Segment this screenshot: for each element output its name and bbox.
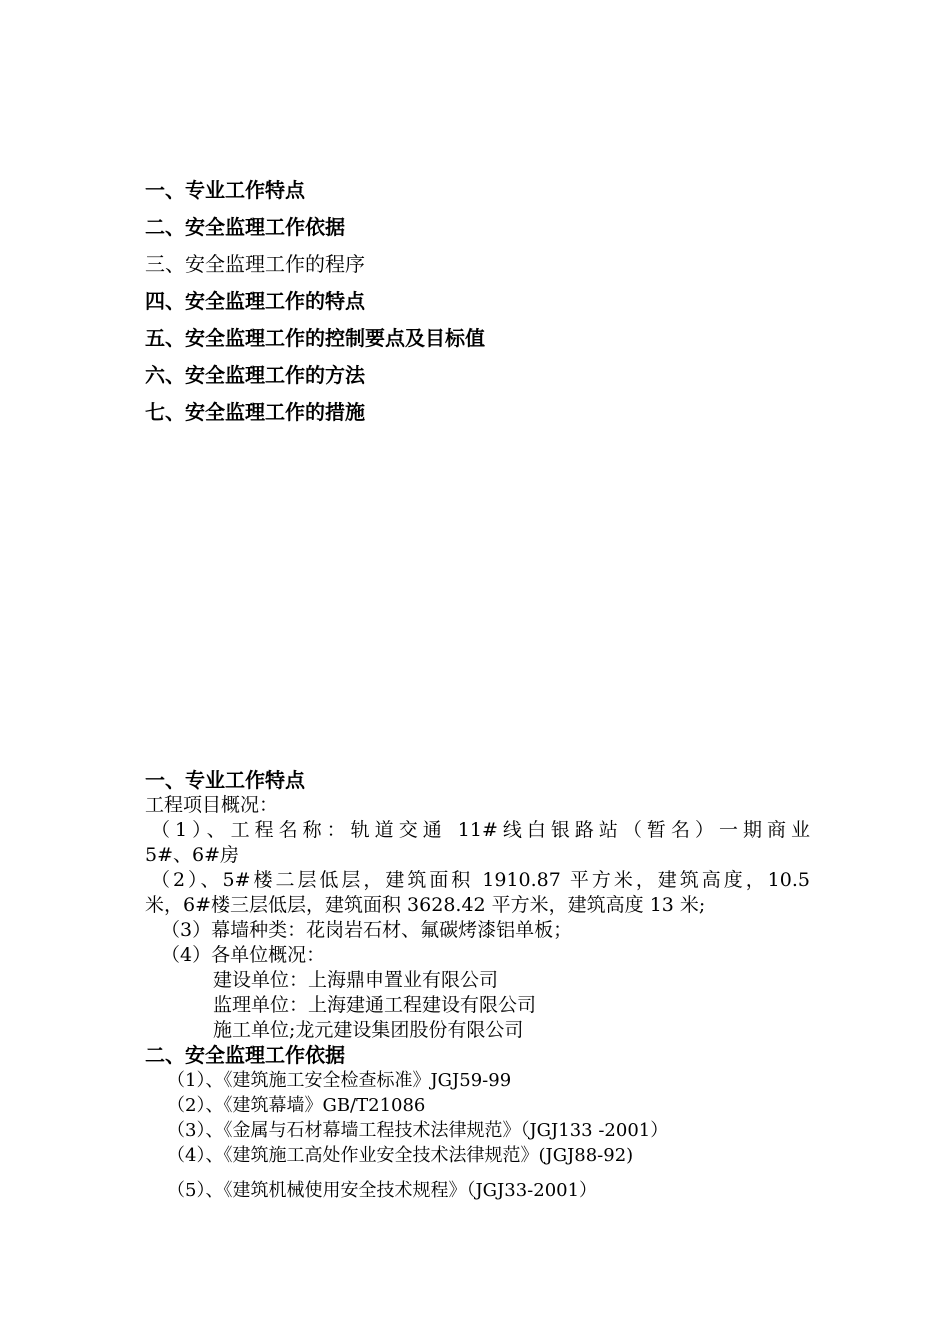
table-of-contents	[145, 172, 485, 431]
toc-item: 五、安全监理工作的控制要点及目标值	[145, 326, 485, 350]
standard-item: （4）、《建筑施工高处作业安全技术法律规范》(JGJ88-92)	[167, 1145, 634, 1166]
construction-unit: 施工单位;龙元建设集团股份有限公司	[213, 1019, 524, 1041]
project-overview-label: 工程项目概况：	[145, 794, 279, 816]
supervision-unit: 监理单位：上海建通工程建设有限公司	[213, 994, 537, 1016]
project-name-line-cont: 5#、6#房	[145, 844, 240, 866]
building-area-line: （2）、5#楼二层低层，建筑面积 1910.87 平方米，建筑高度，10.5	[151, 869, 810, 891]
owner-unit: 建设单位：上海鼎申置业有限公司	[213, 969, 499, 991]
section-heading: 一、专业工作特点	[145, 768, 305, 792]
toc-item: 七、安全监理工作的措施	[145, 400, 365, 424]
standard-item: （1）、《建筑施工安全检查标准》JGJ59-99	[167, 1070, 512, 1091]
toc-item: 三、安全监理工作的程序	[145, 252, 365, 276]
section-heading: 二、安全监理工作依据	[145, 1043, 345, 1067]
curtain-wall-type: （3）幕墙种类：花岗岩石材、氟碳烤漆铝单板；	[161, 919, 573, 941]
document-body	[145, 768, 810, 1203]
building-area-line-cont: 米，6#楼三层低层，建筑面积 3628.42 平方米，建筑高度 13 米;	[145, 894, 706, 916]
toc-item: 四、安全监理工作的特点	[145, 289, 365, 313]
standard-item: （3）、《金属与石材幕墙工程技术法律规范》（JGJ133 -2001）	[167, 1120, 669, 1141]
toc-item: 一、专业工作特点	[145, 178, 305, 202]
project-name-line: （1）、工程名称：轨道交通 11#线白银路站（暂名）一期商业	[151, 819, 810, 841]
standard-item: （5）、《建筑机械使用安全技术规程》（JGJ33-2001）	[167, 1180, 598, 1201]
units-overview-label: （4）各单位概况：	[161, 944, 326, 966]
standard-item: （2）、《建筑幕墙》GB/T21086	[167, 1095, 426, 1116]
toc-item: 二、安全监理工作依据	[145, 215, 345, 239]
toc-item: 六、安全监理工作的方法	[145, 363, 365, 387]
